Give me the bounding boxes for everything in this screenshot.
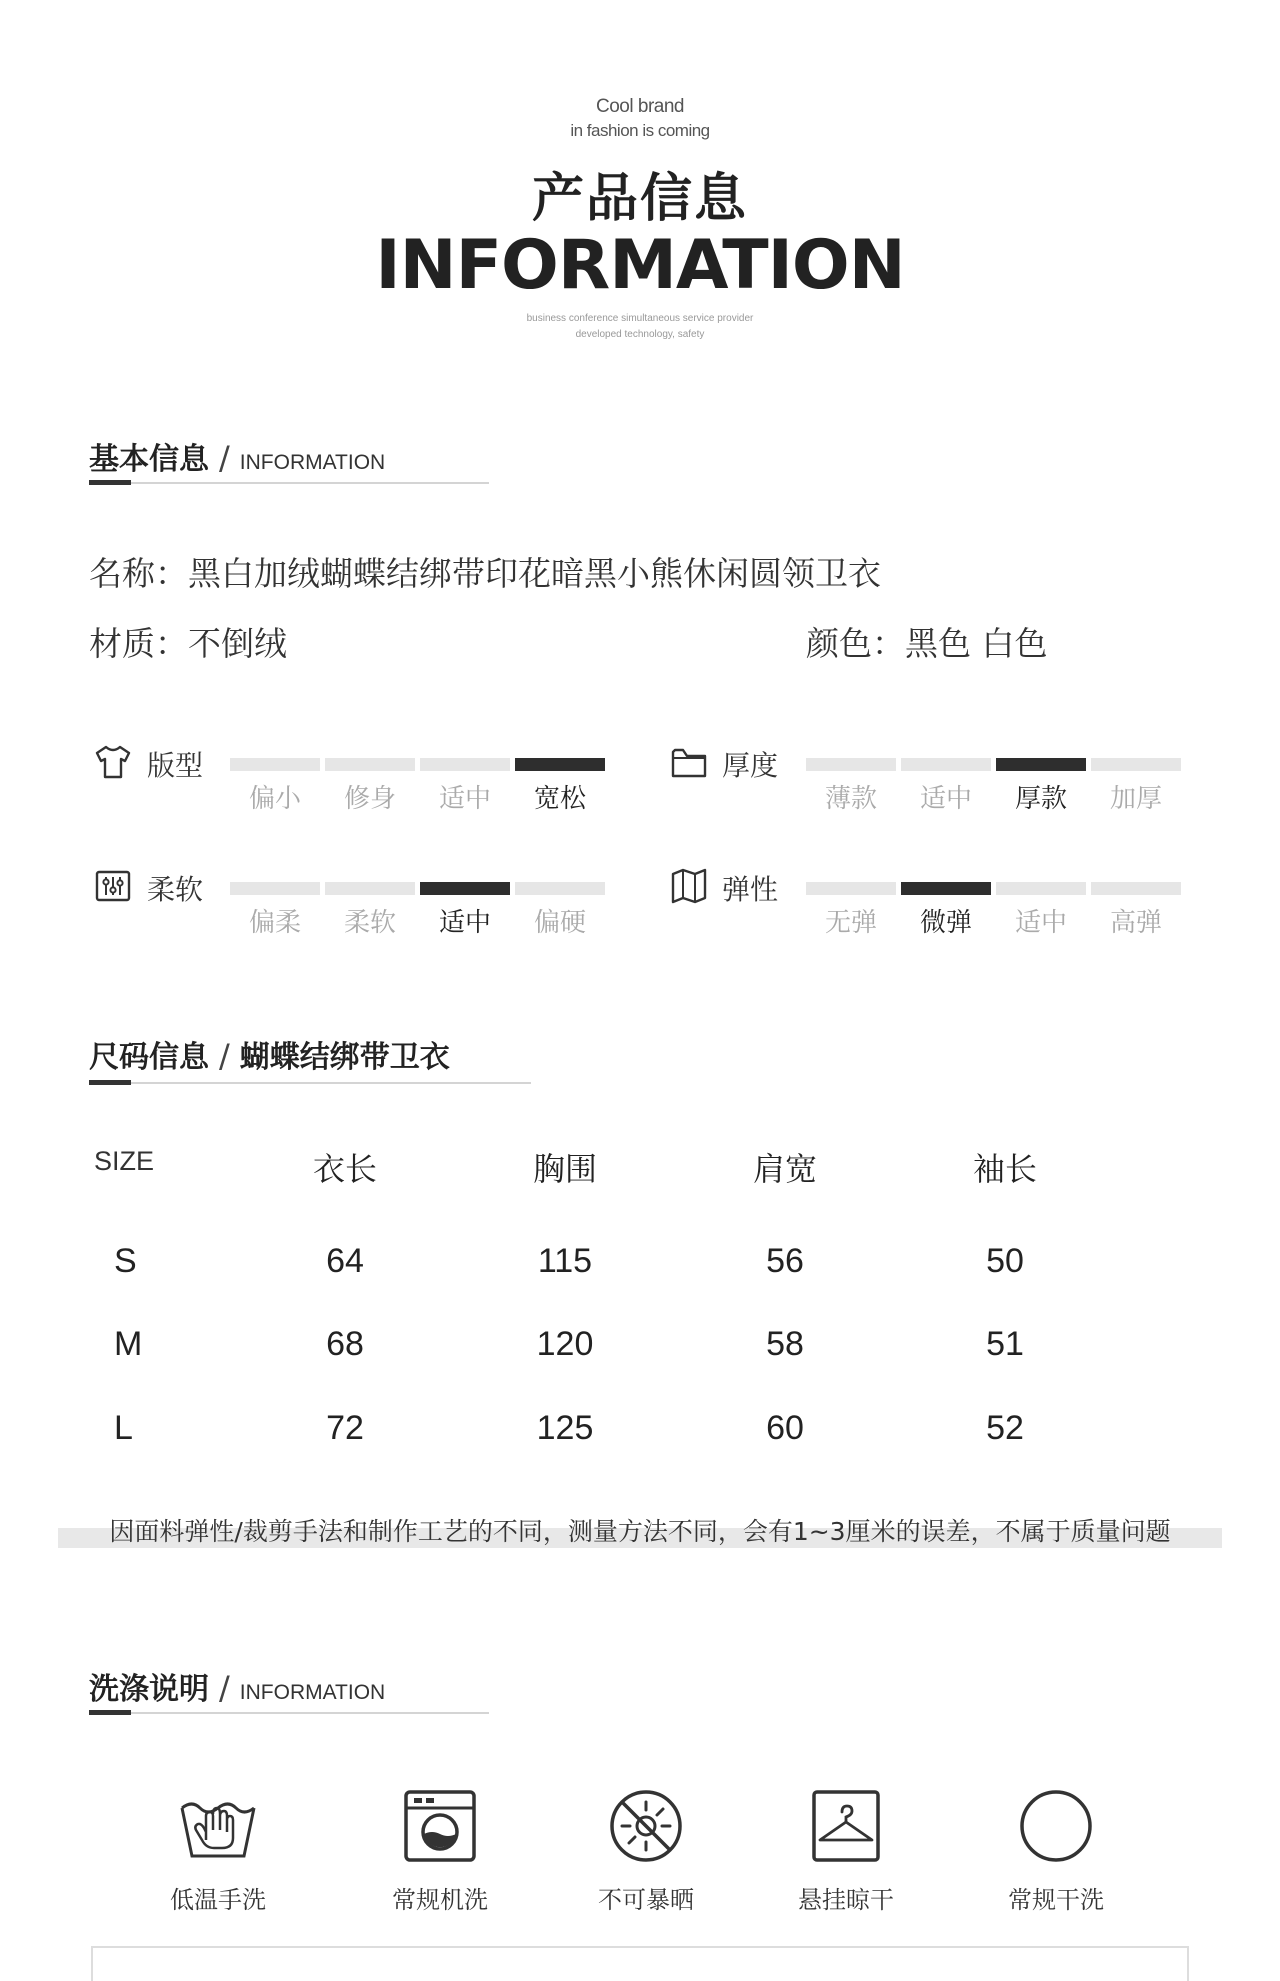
attr-thickness-label: 厚度	[722, 749, 779, 782]
folder-icon	[669, 742, 709, 782]
table-row-m-size: M	[114, 1325, 143, 1363]
scale-option-label: 修身	[343, 784, 396, 814]
scale-segment	[996, 882, 1086, 895]
wash-section-title	[89, 1664, 385, 1708]
table-row-m-sleeve: 51	[986, 1325, 1024, 1363]
wash-label-machine: 常规机洗	[392, 1886, 488, 1914]
scale-segment	[806, 882, 896, 895]
scale-option-label: 宽松	[533, 784, 586, 814]
size-section-accent	[89, 1080, 131, 1085]
scale-option-label: 无弹	[824, 908, 877, 938]
page-title-cn: 产品信息	[531, 169, 748, 229]
page-title-en: INFORMATION	[375, 226, 905, 305]
col-header-shoulder: 肩宽	[752, 1150, 817, 1188]
scale-segment	[420, 758, 510, 771]
product-material: 材质：不倒绒	[89, 624, 287, 663]
measurement-note: 因面料弹性/裁剪手法和制作工艺的不同，测量方法不同，会有1~3厘米的误差，不属于质量问题	[109, 1517, 1171, 1546]
scale-segment	[901, 882, 991, 895]
scale-segment	[996, 758, 1086, 771]
attr-fit	[93, 742, 133, 786]
table-row-l-sleeve: 52	[986, 1409, 1024, 1447]
attr-thickness	[669, 742, 709, 786]
table-row-m-length: 68	[326, 1325, 364, 1363]
scale-segment	[325, 758, 415, 771]
wash-label-hang: 悬挂晾干	[798, 1886, 894, 1914]
table-row-s-chest: 115	[537, 1242, 593, 1280]
scale-option-label: 适中	[438, 908, 491, 938]
wash-title-en: INFORMATION	[239, 1681, 386, 1704]
scale-option-label: 适中	[919, 784, 972, 814]
size-title-cn: 尺码信息	[89, 1040, 209, 1075]
scale-option-label: 加厚	[1109, 784, 1162, 814]
attr-softness-label: 柔软	[147, 873, 204, 906]
scale-option-label: 偏柔	[248, 908, 301, 938]
bottom-frame	[91, 1946, 1189, 1981]
col-header-sleeve: 袖长	[972, 1150, 1037, 1188]
scale-segment	[515, 758, 605, 771]
attr-fit-label: 版型	[147, 749, 204, 782]
tagline-2: developed technology, safety	[575, 329, 705, 340]
product-name: 名称：黑白加绒蝴蝶结绑带印花暗黑小熊休闲圆领卫衣	[89, 554, 881, 593]
scale-option-label: 厚款	[1014, 784, 1067, 814]
washing-machine-icon	[400, 1786, 480, 1866]
basic-title-cn: 基本信息	[89, 442, 209, 477]
sliders-icon	[93, 866, 133, 906]
scale-segment	[325, 882, 415, 895]
wash-label-nosun: 不可暴晒	[598, 1886, 694, 1914]
map-fold-icon	[669, 866, 709, 906]
scale-option-label: 薄款	[824, 784, 877, 814]
brand-line-1: Cool brand	[596, 96, 684, 117]
scale-option-label: 适中	[438, 784, 491, 814]
table-row-l-size: L	[114, 1409, 133, 1447]
table-row-s-shoulder: 56	[766, 1242, 804, 1280]
attr-elasticity-label: 弹性	[722, 873, 779, 906]
table-row-s-sleeve: 50	[986, 1242, 1024, 1280]
wash-label-hand: 低温手洗	[170, 1886, 266, 1914]
scale-segment	[806, 758, 896, 771]
scale-option-label: 偏硬	[533, 908, 586, 938]
scale-segment	[1091, 758, 1181, 771]
scale-segment	[515, 882, 605, 895]
table-row-l-chest: 125	[536, 1409, 594, 1447]
wash-title-slash: /	[219, 1669, 230, 1707]
scale-option-label: 偏小	[248, 784, 301, 814]
basic-title-slash: /	[219, 439, 230, 477]
size-section-title	[89, 1032, 450, 1076]
hand-wash-icon	[178, 1786, 258, 1866]
basic-section-title	[89, 434, 385, 478]
table-row-m-shoulder: 58	[766, 1325, 804, 1363]
wash-label-dryclean: 常规干洗	[1008, 1886, 1104, 1914]
wash-section-accent	[89, 1710, 131, 1715]
col-header-chest: 胸围	[532, 1150, 597, 1188]
attr-elasticity	[669, 866, 709, 910]
table-row-s-size: S	[114, 1242, 137, 1280]
table-row-s-length: 64	[326, 1242, 364, 1280]
no-sun-icon	[606, 1786, 686, 1866]
size-title-sub: 蝴蝶结绑带卫衣	[239, 1040, 450, 1075]
product-color: 颜色：黑色 白色	[806, 624, 1048, 663]
brand-line-2: in fashion is coming	[570, 121, 710, 140]
dry-clean-icon	[1016, 1786, 1096, 1866]
col-header-length: 衣长	[312, 1150, 377, 1188]
wash-section-divider	[89, 1712, 489, 1714]
table-row-l-shoulder: 60	[766, 1409, 804, 1447]
wash-title-cn: 洗涤说明	[89, 1672, 209, 1707]
basic-section-divider	[89, 482, 489, 484]
col-header-size: SIZE	[94, 1146, 155, 1176]
scale-segment	[230, 758, 320, 771]
table-row-l-length: 72	[326, 1409, 364, 1447]
size-title-slash: /	[219, 1037, 230, 1075]
scale-segment	[901, 758, 991, 771]
scale-option-label: 高弹	[1109, 908, 1162, 938]
table-row-m-chest: 120	[536, 1325, 594, 1363]
scale-option-label: 柔软	[343, 908, 396, 938]
scale-segment	[420, 882, 510, 895]
tagline-1: business conference simultaneous service provider	[526, 313, 754, 324]
scale-segment	[230, 882, 320, 895]
size-section-divider	[89, 1082, 531, 1084]
tshirt-icon	[93, 742, 133, 782]
scale-segment	[1091, 882, 1181, 895]
scale-option-label: 适中	[1014, 908, 1067, 938]
scale-option-label: 微弹	[919, 908, 972, 938]
basic-title-en: INFORMATION	[239, 451, 386, 474]
basic-section-accent	[89, 480, 131, 485]
hanger-icon	[806, 1786, 886, 1866]
attr-softness	[93, 866, 133, 910]
